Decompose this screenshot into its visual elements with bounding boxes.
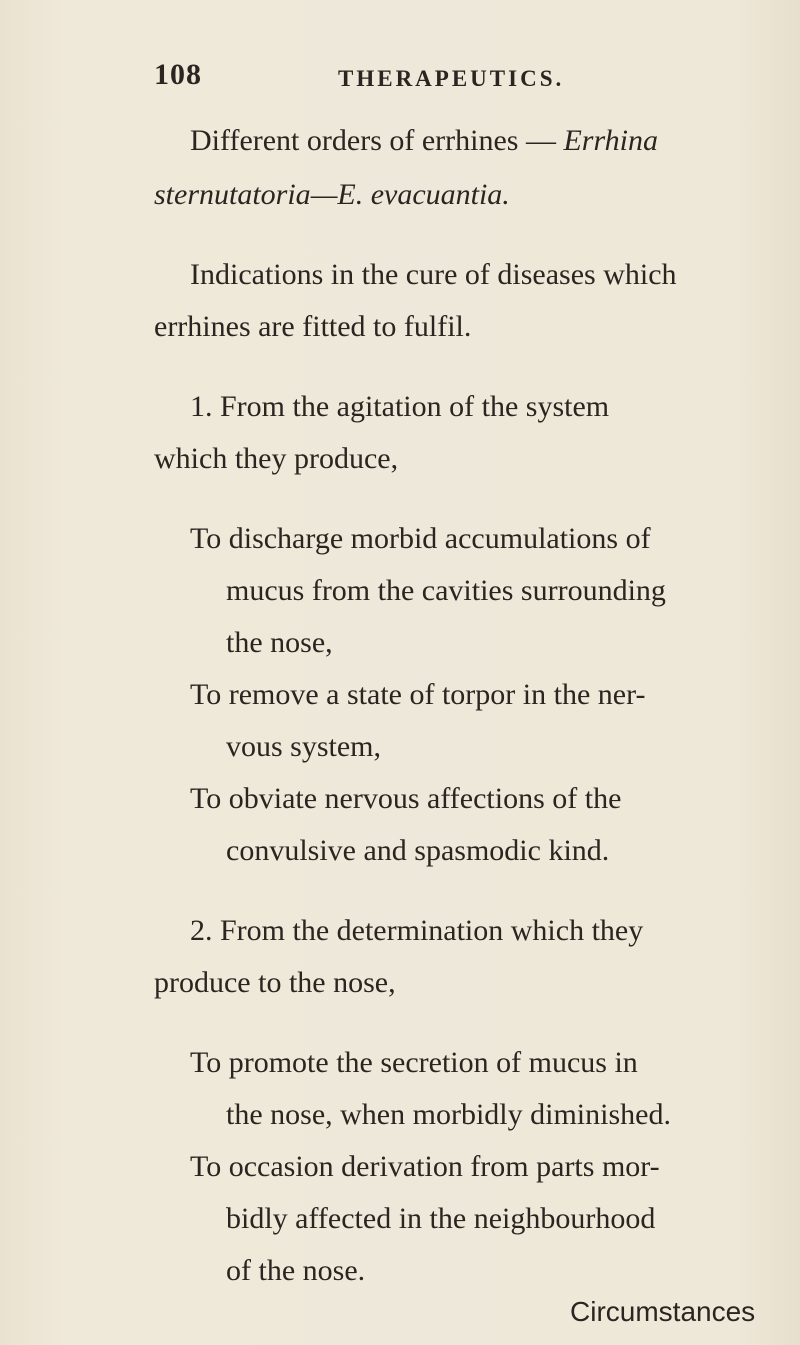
item-1-sub-line: vous system, bbox=[226, 730, 382, 763]
heading-separator: —E. bbox=[310, 178, 371, 211]
page-header bbox=[154, 58, 674, 98]
heading-text: Different orders of errhines — bbox=[190, 124, 564, 157]
item-2-line-1: 2. From the determination which they bbox=[190, 914, 644, 947]
item-1-sub-line: To obviate nervous affections of the bbox=[190, 782, 622, 815]
item-1-sub-line: To remove a state of torpor in the ner- bbox=[190, 678, 646, 711]
item-2-sub-line: To promote the secretion of mucus in bbox=[190, 1046, 638, 1079]
item-2-sub-line: To occasion derivation from parts mor- bbox=[190, 1150, 660, 1183]
item-1-line-1: 1. From the agitation of the system bbox=[190, 390, 610, 423]
indications-line-2: errhines are fitted to fulfil. bbox=[154, 310, 472, 343]
catchword: Circumstances bbox=[570, 1296, 756, 1327]
item-1-sub-line: the nose, bbox=[226, 626, 333, 659]
heading-latin-term: Errhina bbox=[563, 124, 658, 157]
item-2-sub-line: of the nose. bbox=[226, 1254, 366, 1287]
latin-term-evacuantia: evacuantia. bbox=[370, 178, 510, 211]
item-1-sub-line: convulsive and spasmodic kind. bbox=[226, 834, 610, 867]
item-2-sub-line: the nose, when morbidly diminished. bbox=[226, 1098, 671, 1131]
latin-term-sternutatoria: sternutatoria bbox=[154, 178, 311, 211]
heading-line-2 bbox=[154, 178, 510, 212]
running-head: THERAPEUTICS. bbox=[338, 66, 565, 91]
item-2-line-2: produce to the nose, bbox=[154, 966, 396, 999]
heading-line-1 bbox=[190, 124, 658, 158]
indications-line-1: Indications in the cure of diseases which bbox=[190, 258, 677, 291]
item-1-sub-line: To discharge morbid accumulations of bbox=[190, 522, 651, 555]
item-2-sub-line: bidly affected in the neighbourhood bbox=[226, 1202, 656, 1235]
item-1-line-2: which they produce, bbox=[154, 442, 399, 475]
page-number: 108 bbox=[154, 58, 202, 91]
item-1-sub-line: mucus from the cavities surrounding bbox=[226, 574, 666, 607]
